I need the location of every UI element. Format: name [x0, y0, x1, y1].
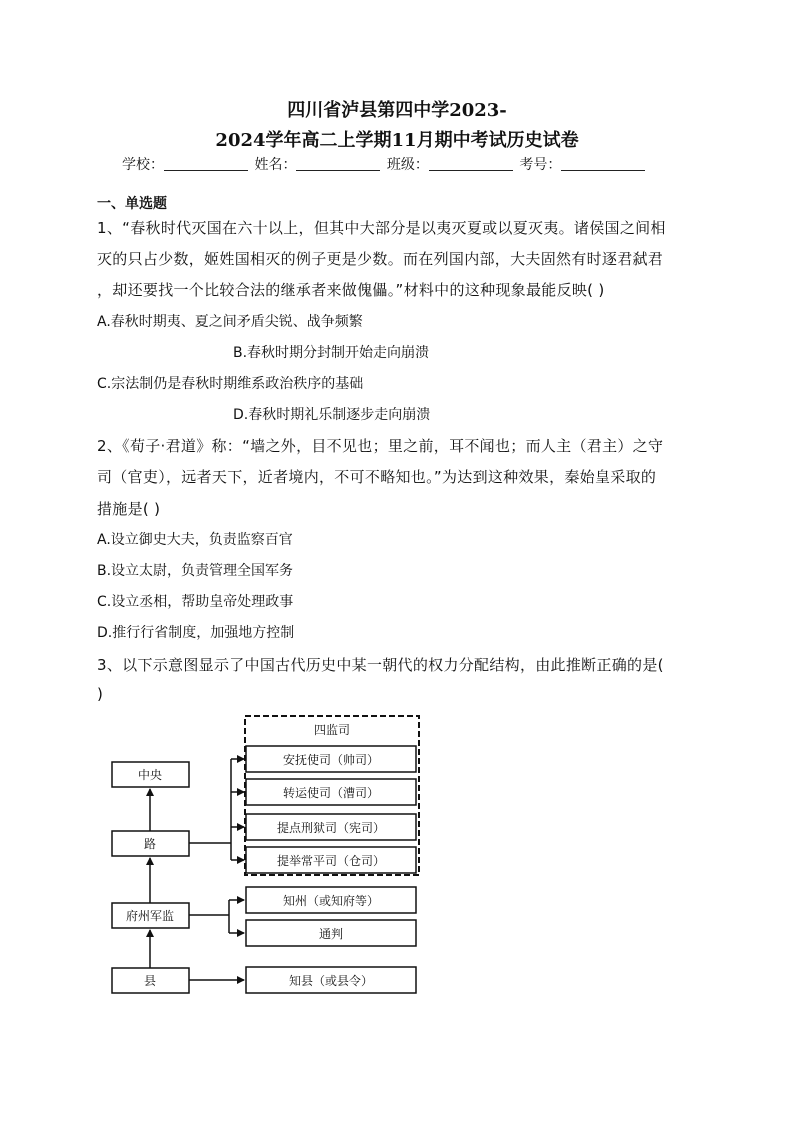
- exam-number-label: 考号：: [519, 157, 562, 173]
- prefecture-label: 府州军监: [125, 909, 175, 923]
- q3-stem-line-2: ): [97, 685, 104, 703]
- zhixian-label: 知县（或县令）: [288, 974, 374, 988]
- q1-option-a: A.春秋时期夷、夏之间矛盾尖锐、战争频繁: [97, 314, 363, 330]
- zhuanyun-label: 转运使司（漕司）: [282, 786, 380, 800]
- school-label: 学校：: [122, 157, 164, 173]
- q2-option-b: B.设立太尉，负责管理全国军务: [97, 563, 294, 579]
- q1-stem-line-1: 1、“春秋时代灭国在六十以上，但其中大部分是以夷灭夏或以夏灭夷。诸侯国之间相: [97, 219, 666, 237]
- q2-option-c: C.设立丞相，帮助皇帝处理政事: [97, 594, 294, 610]
- xingyu-label: 提点刑狱司（宪司）: [276, 821, 386, 835]
- four-supervisory-label: 四监司: [313, 723, 351, 737]
- q1-option-c: C.宗法制仍是春秋时期维系政治秩序的基础: [97, 376, 364, 392]
- tongpan-label: 通判: [318, 927, 344, 941]
- q3-stem-line-1: 3、以下示意图显示了中国古代历史中某一朝代的权力分配结构，由此推断正确的是(: [97, 656, 664, 674]
- q1-option-d: D.春秋时期礼乐制逐步走向崩溃: [233, 407, 431, 423]
- q2-stem-line-3: 措施是( ): [97, 500, 161, 518]
- q2-option-d: D.推行行省制度，加强地方控制: [97, 625, 295, 641]
- q2-stem-line-1: 2、《荀子·君道》称：“墙之外，目不见也；里之前，耳不闻也；而人主（君主）之守: [97, 437, 664, 455]
- page-title-line-1: 四川省泸县第四中学2023-: [287, 100, 507, 121]
- q1-stem-line-2: 灭的只占少数，姬姓国相灭的例子更是少数。而在列国内部，大夫固然有时逐君弑君: [97, 250, 664, 268]
- anfu-label: 安抚使司（帅司）: [282, 753, 380, 767]
- q2-option-a: A.设立御史大夫，负责监察百官: [97, 532, 293, 548]
- q2-stem-line-2: 司（官吏），远者天下，近者境内，不可不略知也。”为达到这种效果，秦始皇采取的: [97, 468, 657, 486]
- lu-label: 路: [143, 837, 157, 851]
- name-label: 姓名：: [254, 157, 297, 173]
- changping-label: 提举常平司（仓司）: [276, 854, 386, 868]
- central-label: 中央: [137, 768, 163, 782]
- q1-option-b: B.春秋时期分封制开始走向崩溃: [233, 345, 430, 361]
- section-heading: 一、单选题: [97, 196, 167, 212]
- county-label: 县: [143, 974, 157, 988]
- q1-stem-line-3: ，却还要找一个比较合法的继承者来做傀儡。”材料中的这种现象最能反映( ): [97, 281, 605, 299]
- zhizhou-label: 知州（或知府等）: [282, 894, 380, 908]
- page-title-line-2: 2024学年高二上学期11月期中考试历史试卷: [215, 130, 579, 151]
- class-label: 班级：: [386, 157, 429, 173]
